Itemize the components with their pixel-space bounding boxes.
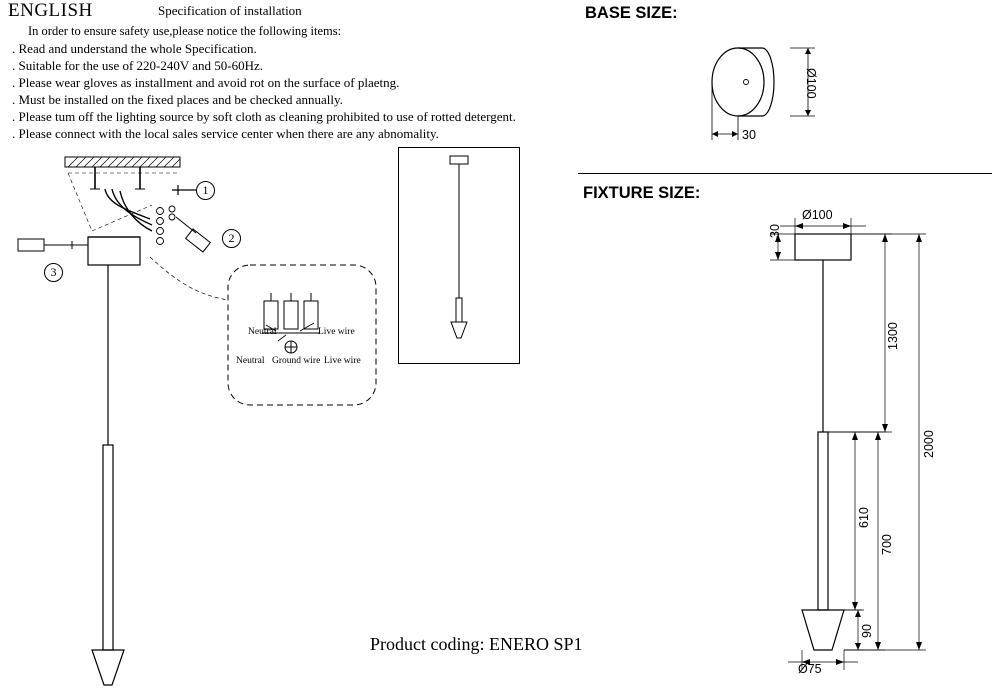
wire-label-live-bottom: Live wire <box>324 356 361 366</box>
language-title: ENGLISH <box>8 0 93 21</box>
installation-diagram <box>0 145 400 690</box>
wire-label-neutral-top: Neutral <box>248 327 277 337</box>
section-divider <box>578 173 992 174</box>
wire-label-neutral-bottom: Neutral <box>236 356 265 366</box>
product-coding: Product coding: ENERO SP1 <box>370 634 583 654</box>
callout-1: 1 <box>196 181 215 200</box>
fixture-shade-height-label: 90 <box>860 624 874 638</box>
product-image-box <box>398 147 520 364</box>
instruction-item: . Please wear gloves as installment and avoid rot on the surface of plaetng. <box>12 75 400 90</box>
specification-title: Specification of installation <box>158 3 302 18</box>
callout-3: 3 <box>44 263 63 282</box>
base-size-heading: BASE SIZE: <box>585 4 678 22</box>
base-diameter-label: Ø100 <box>804 68 818 99</box>
intro-text: In order to ensure safety use,please notice the following items: <box>28 24 342 38</box>
fixture-bottom-diameter-label: Ø75 <box>798 662 822 676</box>
fixture-top-diameter-label: Ø100 <box>802 208 833 222</box>
base-size-drawing <box>690 30 880 160</box>
fixture-canopy-height-label: 30 <box>768 224 782 238</box>
callout-2: 2 <box>222 229 241 248</box>
fixture-total-length-label: 2000 <box>922 430 936 458</box>
fixture-body-length-label: 610 <box>857 507 871 528</box>
wire-label-live-top: Live wire <box>318 327 355 337</box>
fixture-cable-length-label: 1300 <box>886 322 900 350</box>
base-height-label: 30 <box>742 128 756 142</box>
instruction-item: . Must be installed on the fixed places and be checked annually. <box>12 92 343 107</box>
fixture-size-heading: FIXTURE SIZE: <box>583 184 701 202</box>
instruction-item: . Read and understand the whole Specification. <box>12 41 257 56</box>
fixture-size-drawing <box>740 210 990 680</box>
instruction-item: . Please tum off the lighting source by soft cloth as cleaning prohibited to use of rotted detergent. <box>12 109 516 124</box>
instruction-item: . Please connect with the local sales service center when there are any abnomality. <box>12 126 439 141</box>
instruction-item: . Suitable for the use of 220-240V and 50-60Hz. <box>12 58 264 73</box>
wire-label-ground: Ground wire <box>272 356 321 366</box>
fixture-body-plus-label: 700 <box>880 534 894 555</box>
